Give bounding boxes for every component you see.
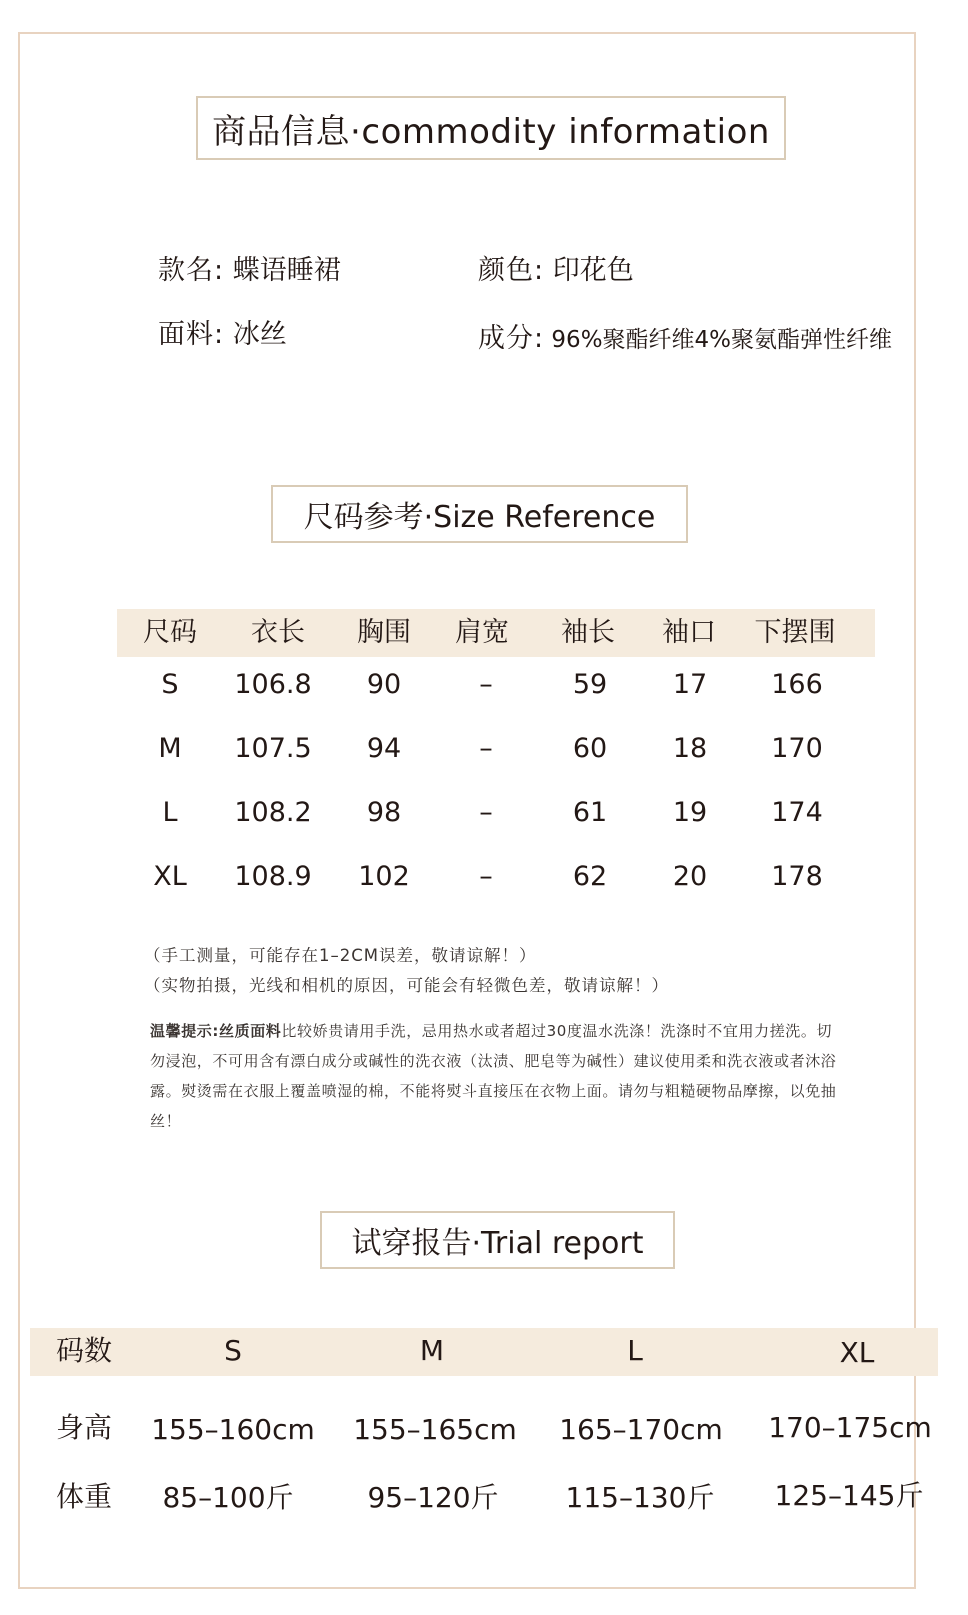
size-header-cell: 袖长 xyxy=(561,617,615,648)
care-tips-label: 温馨提示: xyxy=(150,1022,219,1040)
table-cell: 178 xyxy=(771,861,823,892)
table-cell: XL xyxy=(153,861,187,892)
care-tips-bold: 丝质面料 xyxy=(219,1022,282,1040)
size-header-cell: 袖口 xyxy=(662,617,716,648)
height-label: 身高 xyxy=(55,1411,113,1444)
table-cell: 107.5 xyxy=(234,733,312,764)
table-cell: 102 xyxy=(358,861,410,892)
care-tips-text: 比较娇贵请用手洗，忌用热水或者超过30度温水洗涤！洗涤时不宜用力搓洗。切勿浸泡，不可用含有漂白成分或碱性的洗衣液（汰渍、肥皂等为碱性）建议使用柔和洗衣液或者沐浴露。熨烫需在衣服上覆盖喷湿的棉，不能将熨斗直接压在衣物上面。请勿与粗糙硬物品摩擦，以免抽丝！ xyxy=(150,1022,837,1130)
color-difference-note: （实物拍摄，光线和相机的原因，可能会有轻微色差，敬请谅解！） xyxy=(144,976,669,995)
trial-header-size: S xyxy=(224,1334,242,1367)
height-value: 170–175cm xyxy=(768,1411,932,1444)
table-cell: 174 xyxy=(771,797,823,828)
commodity-section-title: 商品信息·commodity information xyxy=(196,96,786,160)
composition-row xyxy=(478,316,892,355)
table-cell: 59 xyxy=(572,669,608,700)
fabric-label: 面料: xyxy=(158,319,225,350)
care-tips xyxy=(150,1016,840,1136)
style-name-row xyxy=(158,248,341,287)
trial-header-size: XL xyxy=(839,1336,875,1369)
table-cell: 108.9 xyxy=(234,861,312,892)
composition-value: 96%聚酯纤维4%聚氨酯弹性纤维 xyxy=(551,327,893,353)
table-cell: 17 xyxy=(672,669,708,700)
table-cell: 61 xyxy=(572,797,608,828)
trial-table-header-band xyxy=(30,1328,938,1376)
size-reference-section-title: 尺码参考·Size Reference xyxy=(271,485,688,543)
table-cell: 166 xyxy=(771,669,823,700)
weight-value: 115–130斤 xyxy=(565,1481,715,1514)
size-header-cell: 衣长 xyxy=(251,617,305,648)
table-cell: 98 xyxy=(366,797,402,828)
measurement-note: （手工测量，可能存在1–2CM误差，敬请谅解！） xyxy=(144,946,537,965)
trial-header-size: M xyxy=(419,1334,445,1367)
table-cell: 20 xyxy=(672,861,708,892)
trial-header-size: L xyxy=(627,1334,643,1367)
size-header-cell: 肩宽 xyxy=(455,617,509,648)
style-value: 蝶语睡裙 xyxy=(232,255,341,286)
table-cell: 19 xyxy=(672,797,708,828)
size-header-cell: 尺码 xyxy=(143,617,197,648)
size-header-cell: 胸围 xyxy=(357,617,411,648)
height-value: 165–170cm xyxy=(559,1413,723,1446)
height-value: 155–165cm xyxy=(353,1413,517,1446)
table-cell: – xyxy=(479,733,493,764)
fabric-value: 冰丝 xyxy=(232,319,287,350)
table-cell: 60 xyxy=(572,733,608,764)
table-cell: 108.2 xyxy=(234,797,312,828)
weight-value: 95–120斤 xyxy=(367,1481,499,1514)
table-cell: L xyxy=(162,797,178,828)
table-cell: M xyxy=(158,733,182,764)
color-row xyxy=(478,248,634,287)
trial-report-section-title: 试穿报告·Trial report xyxy=(320,1211,675,1269)
weight-label: 体重 xyxy=(55,1480,113,1513)
table-cell: – xyxy=(479,861,493,892)
table-cell: 170 xyxy=(771,733,823,764)
fabric-row xyxy=(158,312,287,351)
size-header-cell: 下摆围 xyxy=(754,617,836,648)
style-label: 款名: xyxy=(158,255,225,286)
trial-header-label: 码数 xyxy=(55,1334,113,1367)
weight-value: 125–145斤 xyxy=(774,1479,924,1512)
color-value: 印花色 xyxy=(552,255,634,286)
table-cell: S xyxy=(161,669,179,700)
height-value: 155–160cm xyxy=(151,1413,315,1446)
table-cell: 62 xyxy=(572,861,608,892)
table-cell: – xyxy=(479,797,493,828)
table-cell: 90 xyxy=(366,669,402,700)
color-label: 颜色: xyxy=(478,255,545,286)
weight-value: 85–100斤 xyxy=(162,1481,294,1514)
composition-label: 成分: xyxy=(478,323,545,354)
table-cell: 94 xyxy=(366,733,402,764)
table-cell: 18 xyxy=(672,733,708,764)
table-cell: – xyxy=(479,669,493,700)
table-cell: 106.8 xyxy=(234,669,312,700)
